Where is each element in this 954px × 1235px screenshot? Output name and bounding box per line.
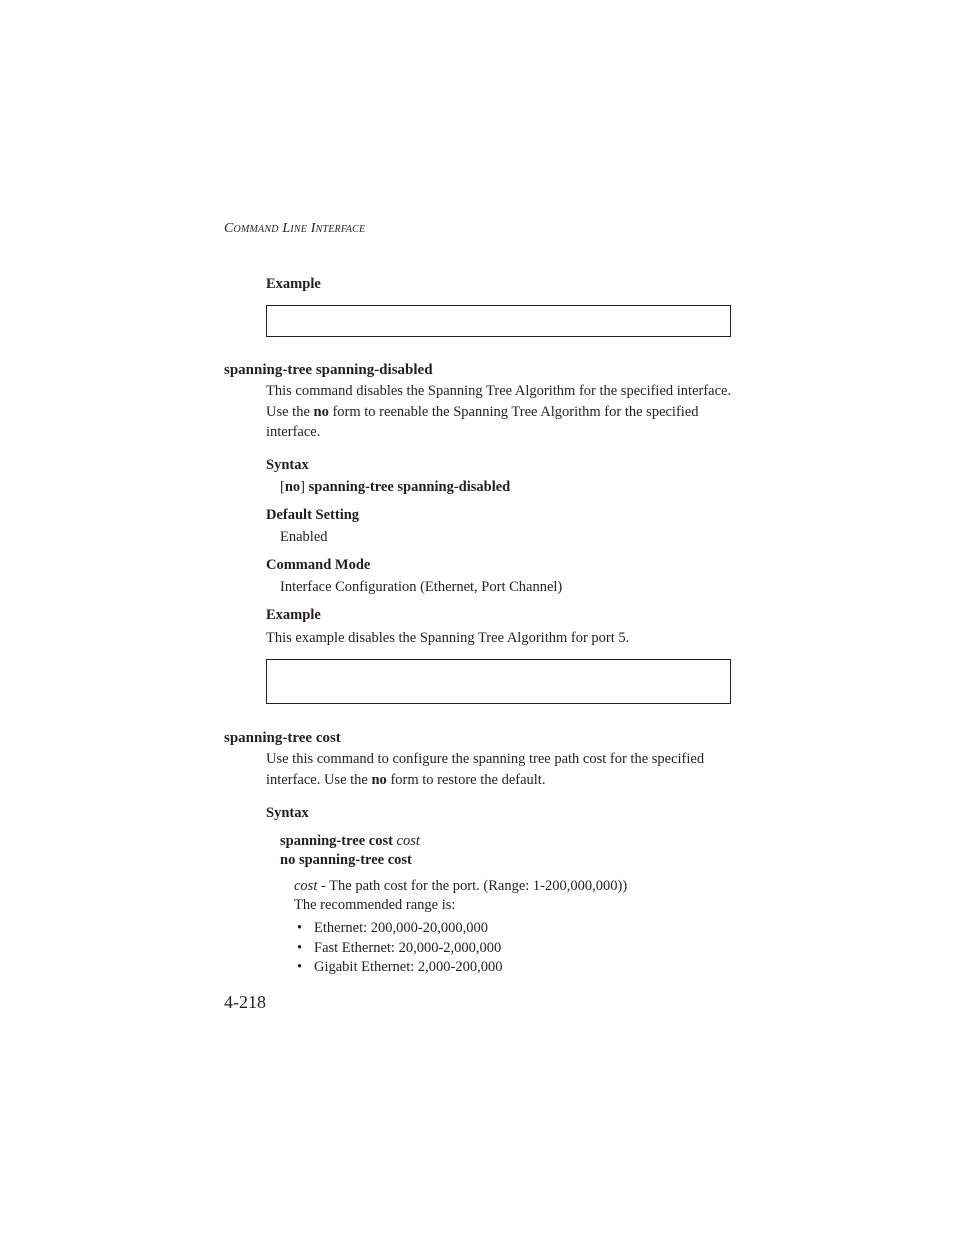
- recommended-range-text: The recommended range is:: [294, 897, 456, 913]
- parameter-text: - The path cost for the port. (Range: 1-200,000,000)): [317, 878, 628, 894]
- bullet-icon: •: [297, 939, 303, 956]
- bullet-icon: •: [297, 920, 303, 936]
- no-keyword: no: [313, 403, 329, 420]
- list-item: [295, 919, 502, 939]
- example-heading: Example: [266, 276, 321, 292]
- bracket: [: [280, 479, 285, 495]
- example-text: This example disables the Spanning Tree Algorithm for port 5.: [266, 630, 630, 646]
- command-description: [266, 749, 736, 790]
- default-setting-value: Enabled: [280, 529, 328, 545]
- list-item: [295, 939, 502, 959]
- syntax-line-1: [280, 833, 420, 850]
- example-code-box: [266, 305, 731, 337]
- running-header: Command Line Interface: [224, 221, 366, 236]
- syntax-command: spanning-tree cost: [280, 833, 397, 849]
- list-item: [295, 958, 502, 978]
- command-title-cost: spanning-tree cost: [224, 730, 341, 746]
- syntax-line-2: no spanning-tree cost: [280, 852, 412, 868]
- description-text: Use this command to configure the spanning tree path cost for the specified interface. Use the: [266, 751, 705, 788]
- bullet-icon: •: [297, 959, 303, 975]
- parameter-description: [294, 878, 627, 895]
- command-mode-value: Interface Configuration (Ethernet, Port Channel): [280, 579, 563, 595]
- syntax-heading: Syntax: [266, 457, 309, 473]
- page-number: 4-218: [224, 992, 266, 1012]
- syntax-command: spanning-tree spanning-disabled: [308, 479, 511, 495]
- no-keyword: no: [371, 771, 387, 788]
- default-setting-heading: Default Setting: [266, 507, 360, 523]
- example-code-box: [266, 659, 731, 704]
- syntax-line: [280, 479, 510, 496]
- description-text: form to restore the default.: [386, 771, 546, 788]
- description-text: This command disables the Spanning Tree Algorithm for the specified interface. Use the: [266, 383, 732, 420]
- recommended-range-list: [295, 919, 502, 978]
- list-item-text: Ethernet: 200,000-20,000,000: [314, 920, 488, 936]
- description-text: form to reenable the Spanning Tree Algorithm for the specified interface.: [266, 403, 699, 440]
- list-item-text: Gigabit Ethernet: 2,000-200,000: [314, 959, 503, 975]
- command-description: [266, 381, 736, 443]
- syntax-heading: Syntax: [266, 805, 309, 821]
- command-title-spanning-disabled: spanning-tree spanning-disabled: [224, 362, 433, 378]
- syntax-parameter: cost: [396, 833, 420, 849]
- no-keyword: no: [284, 479, 301, 495]
- example-heading: Example: [266, 607, 321, 623]
- list-item-text: Fast Ethernet: 20,000-2,000,000: [314, 939, 502, 956]
- command-mode-heading: Command Mode: [266, 557, 371, 573]
- parameter-name: cost: [294, 878, 318, 894]
- bracket: ]: [300, 479, 309, 495]
